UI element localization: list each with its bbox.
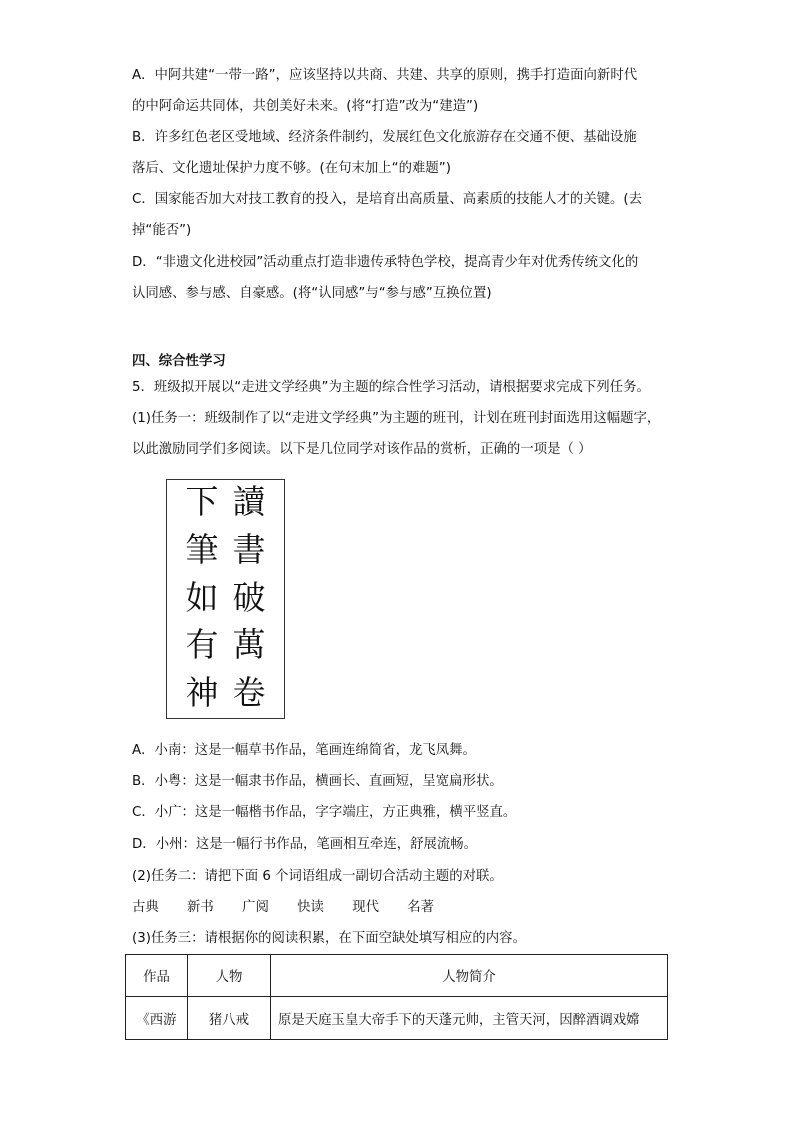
callig-char: 卷 <box>232 673 266 712</box>
option-a-line2: 的中阿命运共同体，共创美好未来。(将“打造”改为“建造”) <box>132 99 479 114</box>
option-d-line1: D．“非遗文化进校园”活动重点打造非遗传承特色学校，提高青少年对优秀传统文化的 <box>132 255 639 270</box>
callig-char: 筆 <box>185 530 219 569</box>
character-table <box>125 954 668 1040</box>
option-b-line2: 落后、文化遗址保护力度不够。(在句末加上“的难题”) <box>132 161 451 176</box>
option-b-line1: B．许多红色老区受地域、经济条件制约，发展红色文化旅游存在交通不便、基础设施 <box>132 130 637 145</box>
table-cell: 《西游 <box>126 997 188 1040</box>
q5-stem: 5．班级拟开展以“走进文学经典”为主题的综合性学习活动，请根据要求完成下列任务。 <box>132 380 650 395</box>
word-item: 名著 <box>407 900 435 915</box>
word-item: 广阅 <box>242 900 269 915</box>
callig-char: 神 <box>185 673 219 712</box>
callig-char: 讀 <box>232 482 266 521</box>
table-header: 作品 <box>126 955 188 997</box>
word-item: 古典 <box>132 900 159 915</box>
option-c-line1: C．国家能否加大对技工教育的投入，是培育出高质量、高素质的技能人才的关键。(去 <box>132 192 643 207</box>
option-d-line2: 认同感、参与感、自豪感。(将“认同感”与“参与感”互换位置) <box>132 286 492 301</box>
task1-line2: 以此激励同学们多阅读。以下是几位同学对该作品的赏析，正确的一项是（ ） <box>132 442 592 457</box>
word-item: 快读 <box>297 900 324 915</box>
section-title: 四、综合性学习 <box>132 354 226 369</box>
choice-b: B．小粤：这是一幅隶书作品，横画长、直画短，呈宽扁形状。 <box>132 774 503 789</box>
choice-a: A．小南：这是一幅草书作品，笔画连绵简省，龙飞凤舞。 <box>132 743 476 758</box>
callig-char: 有 <box>185 625 219 664</box>
task3-prompt: (3)任务三：请根据你的阅读积累，在下面空缺处填写相应的内容。 <box>132 931 526 946</box>
table-header: 人物简介 <box>271 955 668 997</box>
table-header: 人物 <box>188 955 271 997</box>
table-cell: 原是天庭玉皇大帝手下的天蓬元帅，主管天河，因醉酒调戏嫦 <box>271 997 668 1040</box>
callig-char: 萬 <box>232 625 266 664</box>
callig-char: 如 <box>185 578 219 617</box>
callig-char: 書 <box>232 530 266 569</box>
callig-char: 破 <box>232 578 266 617</box>
task1-line1: (1)任务一：班级制作了以“走进文学经典”为主题的班刊，计划在班刊封面选用这幅题字， <box>132 411 661 426</box>
option-a-line1: A．中阿共建“一带一路”，应该坚持以共商、共建、共享的原则，携手打造面向新时代 <box>132 68 638 83</box>
word-item: 新书 <box>187 900 214 915</box>
task2-prompt: (2)任务二：请把下面 6 个词语组成一副切合活动主题的对联。 <box>132 869 503 884</box>
callig-char: 下 <box>185 482 219 521</box>
choice-d: D．小州：这是一幅行书作品，笔画相互牵连，舒展流畅。 <box>132 837 478 852</box>
task2-word-list <box>132 898 458 918</box>
table-cell: 猪八戒 <box>188 997 271 1040</box>
calligraphy-image <box>166 479 285 719</box>
word-item: 现代 <box>352 900 379 915</box>
option-c-line2: 掉“能否”) <box>132 223 192 238</box>
choice-c: C．小广：这是一幅楷书作品，字字端庄，方正典雅，横平竖直。 <box>132 805 517 820</box>
